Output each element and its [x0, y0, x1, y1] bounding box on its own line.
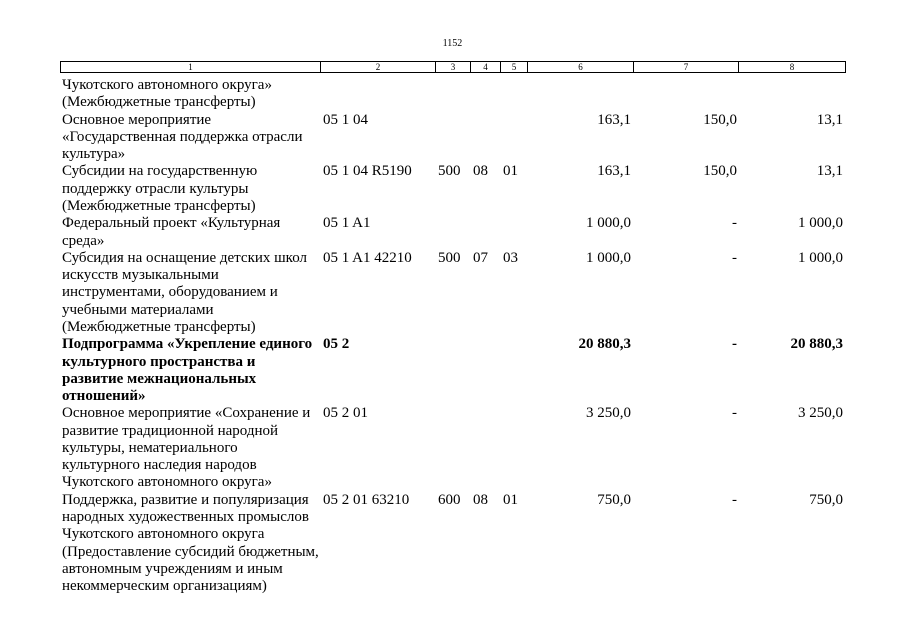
amount-col8-cell: 1 000,0 — [798, 249, 843, 266]
column-number-4: 4 — [471, 62, 501, 73]
amount-col7-cell: - — [732, 249, 737, 266]
table-row — [60, 163, 845, 215]
amount-col6-cell — [527, 77, 633, 112]
code-cell: 05 1 A1 42210 — [323, 249, 412, 266]
col5-code-cell — [500, 215, 527, 250]
col4-code-cell — [470, 77, 500, 112]
amount-col6-cell: 1 000,0 — [586, 249, 631, 266]
code-cell: 05 2 01 63210 — [323, 491, 410, 508]
col3-code-cell — [435, 215, 470, 250]
amount-col7-cell: - — [732, 491, 737, 508]
code-cell: 05 1 A1 — [323, 215, 371, 232]
column-number-8: 8 — [739, 62, 846, 73]
col5-code-cell — [500, 112, 527, 164]
col5-code-cell: 01 — [503, 163, 518, 180]
col3-code-cell: 500 — [438, 163, 461, 180]
col4-code-cell — [470, 336, 500, 405]
amount-col8-cell: 20 880,3 — [790, 336, 843, 353]
amount-col6-cell: 163,1 — [597, 163, 631, 180]
description-cell: Основное мероприятие «Сохранение и развитие традиционной народной культуры, нематериального культурного наследия народов Чукотского автономного округа» — [62, 405, 311, 491]
amount-col7-cell: - — [732, 215, 737, 232]
amount-col7-cell — [633, 77, 738, 112]
code-cell — [320, 77, 435, 112]
amount-col6-cell: 1 000,0 — [586, 215, 631, 232]
table-row — [60, 112, 845, 164]
budget-table-body — [60, 77, 845, 595]
column-number-1: 1 — [61, 62, 321, 73]
table-row — [60, 250, 845, 336]
col5-code-cell — [500, 405, 527, 491]
col4-code-cell — [470, 215, 500, 250]
column-number-2: 2 — [321, 62, 436, 73]
amount-col8-cell: 1 000,0 — [798, 215, 843, 232]
column-number-3: 3 — [436, 62, 471, 73]
amount-col7-cell: - — [732, 336, 737, 353]
col3-code-cell — [435, 77, 470, 112]
col3-code-cell — [435, 112, 470, 164]
description-cell: Поддержка, развитие и популяризация народных художественных промыслов Чукотского автономного округа (Предоставление субсидий бюджетным, автономным учреждениям и иным некоммерческим организациям) — [62, 491, 319, 595]
table-header — [60, 61, 846, 73]
col5-code-cell — [500, 77, 527, 112]
col5-code-cell — [500, 336, 527, 405]
code-cell: 05 1 04 — [323, 111, 368, 128]
amount-col8-cell: 13,1 — [816, 111, 843, 128]
col3-code-cell: 500 — [438, 249, 461, 266]
description-cell: Основное мероприятие «Государственная поддержка отрасли культура» — [62, 111, 303, 163]
amount-col8-cell: 750,0 — [809, 491, 843, 508]
col3-code-cell — [435, 405, 470, 491]
col3-code-cell: 600 — [438, 491, 461, 508]
amount-col8-cell: 13,1 — [816, 163, 843, 180]
column-number-5: 5 — [501, 62, 528, 73]
col4-code-cell: 08 — [473, 163, 488, 180]
amount-col6-cell: 3 250,0 — [586, 405, 631, 422]
table-row — [60, 215, 845, 250]
description-cell: Федеральный проект «Культурная среда» — [62, 215, 281, 249]
amount-col7-cell: - — [732, 405, 737, 422]
code-cell: 05 2 01 — [323, 405, 368, 422]
column-number-7: 7 — [634, 62, 739, 73]
amount-col7-cell: 150,0 — [703, 163, 737, 180]
subprogram-row — [60, 336, 845, 405]
col4-code-cell — [470, 405, 500, 491]
col3-code-cell — [435, 336, 470, 405]
amount-col7-cell: 150,0 — [703, 111, 737, 128]
table-row — [60, 77, 845, 112]
description-cell: Субсидия на оснащение детских школ искусств музыкальными инструментами, оборудованием и учебными материалами (Межбюджетные трансферты) — [62, 249, 307, 335]
col4-code-cell: 08 — [473, 491, 488, 508]
col5-code-cell: 01 — [503, 491, 518, 508]
col4-code-cell — [470, 112, 500, 164]
table-row — [60, 405, 845, 491]
description-cell: Чукотского автономного округа» (Межбюджетные трансферты) — [62, 77, 272, 111]
description-cell: Субсидии на государственную поддержку отрасли культуры (Межбюджетные трансферты) — [62, 163, 258, 214]
amount-col6-cell: 750,0 — [597, 491, 631, 508]
code-cell: 05 1 04 R5190 — [323, 163, 412, 180]
page-number: 1152 — [442, 38, 463, 49]
description-cell: Подпрограмма «Укрепление единого культурного пространства и развитие межнациональных отношений» — [62, 336, 313, 405]
amount-col6-cell: 163,1 — [597, 111, 631, 128]
amount-col6-cell: 20 880,3 — [578, 336, 631, 353]
col4-code-cell: 07 — [473, 249, 488, 266]
header-row — [61, 62, 846, 73]
column-number-6: 6 — [528, 62, 634, 73]
table-row — [60, 492, 845, 596]
amount-col8-cell — [738, 77, 845, 112]
amount-col8-cell: 3 250,0 — [798, 405, 843, 422]
col5-code-cell: 03 — [503, 249, 518, 266]
code-cell: 05 2 — [323, 336, 350, 353]
